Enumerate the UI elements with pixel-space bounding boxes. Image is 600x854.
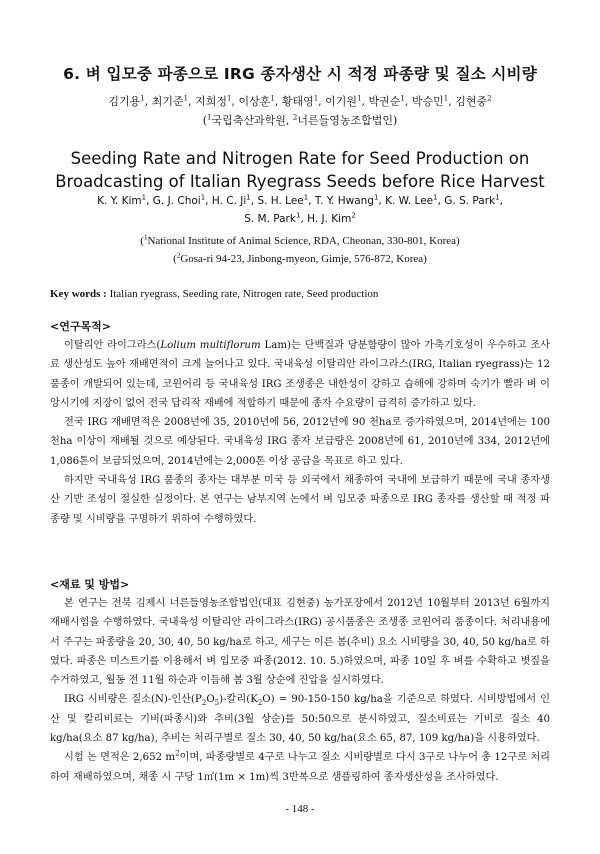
author: K. Y. Kim$^1$, (97, 193, 153, 207)
english-title-line-1: Seeding Rate and Nitrogen Rate for Seed Production on (70, 149, 530, 168)
author: S. M. Park$^1$, (244, 211, 308, 225)
author: H. C. Ji$^1$, (211, 193, 258, 207)
korean-title: 6. 벼 입모중 파종으로 IRG 종자생산 시 적정 파종량 및 질소 시비량 (63, 65, 537, 83)
author: 김기용$^1$, (108, 94, 152, 108)
keywords (50, 288, 570, 300)
author: G. J. Choi$^1$, (152, 193, 212, 207)
korean-affiliation: ($^1$국립축산과학원, $^2$너른들영농조합법인) (202, 113, 398, 127)
korean-author-list (0, 93, 600, 109)
paragraph: 이탈리안 라이그라스(Lolium multiflorum Lam)는 단백질과 당분함량이 많아 가축기호성이 우수하고 조사료 생산성도 높아 재배면적이 크게 늘어나고 있다. 국내육성 이탈리안 라이그라스(IRG, Italian ryegrass)는 12품종이 개발되어 있는데, 코윈어리 등 국내육성 IRG 조생종은 내한성이 강하고 습해에 강하며 숙기가 빨라 벼 이앙시기에 지장이 없어 전국 답리작 재배에 적합하기 때문에 종자 수요량이 급격히 증가하고 있다. (50, 340, 550, 409)
keywords-label: Key words : (50, 288, 107, 300)
author: 박권순$^1$, (368, 94, 412, 108)
author: G. S. Park$^1$, (444, 193, 503, 207)
author: 황태영$^1$, (281, 94, 326, 108)
section-heading-methods: <재료 및 방법> (50, 578, 130, 591)
paragraph: 시험 논 면적은 2,652 $m^2$이며, 파종량별로 4구로 나누고 질소 시비량별로 다시 3구로 나누어 총 12구로 처리하여 재배하였으며, 채종 시 구당 1㎡(1m × 1m)씩 3반복으로 샘플링하여 종자생산성을 조사하였다. (50, 749, 551, 783)
methods-body (50, 594, 550, 787)
paragraph: IRG 시비량은 질소(N)-인산$(P_2O_5)-$칼리$(K_2O) = 90-150-150$ kg/ha을 기준으로 하였다. 시비방법에서 인산 및 칼리비료는 기비(파종시)와 추비(3월 상순)를 50:50으로 분시하였고, 질소비료는 기비로 질소 40 kg/ha(요소 87 kg/ha), 추비는 처리구별로 질소 30, 40, 50 kg/ha(요소 65, 87, 109 kg/ha)을 시용하였다. (50, 694, 550, 745)
keywords-text: Italian ryegrass, Seeding rate, Nitrogen rate, Seed production (106, 288, 379, 300)
english-title (40, 147, 560, 193)
paragraph: 하지만 국내육성 IRG 품종의 종자는 대부분 미국 등 외국에서 채종하여 국내에 보급하기 때문에 국내 종자생산 기반 조성이 절실한 실정이다. 본 연구는 남부지역 논에서 벼 입모중 파종으로 IRG 종자를 생산할 때 적정 파종량 및 시비량을 구명하기 위하여 수행하였다. (50, 475, 550, 525)
objective-body (50, 336, 550, 529)
author: S. H. Lee$^1$, (257, 193, 315, 207)
author: 이상훈$^1$, (238, 94, 282, 108)
paragraph: 본 연구는 전북 김제시 너른들영농조합법인(대표 김현중) 농가포장에서 2012년 10월부터 2013년 6월까지 재배시험을 수행하였다. 국내육성 이탈리안 라이그라스(IRG) 공시품종은 조생종 코윈어리 품종이다. 처리내용에서 주구는 파종량을 20, 30, 40, 50 kg/ha로 하고, 세구는 이른 봄(추비) 요소 시비량을 30, 40, 50 kg/ha로 하였다. 파종은 미스트기를 이용해서 벼 입모중 파종(2012. 10. 5.)하였으며, 파종 10일 후 벼를 수확하고 볏짚을 수거하였고, 월동 전 11월 하순과 이듬해 봄 3월 상순에 진압을 실시하였다. (50, 598, 550, 687)
author: H. J. Kim$^2$ (307, 211, 356, 225)
paragraph: 전국 IRG 재배면적은 2008년에 35, 2010년에 56, 2012년에 90 천ha로 증가하였으며, 2014년에는 100 천ha 이상이 재배될 것으로 예상된다. 국내육성 IRG 종자 보급량은 2008년에 61, 2010년에 334, 2012년에 1,086톤이 보급되었으며, 2014년에는 2,000톤 이상 공급을 목표로 하고 있다. (50, 417, 550, 467)
author: 박승민$^1$, (411, 94, 456, 108)
affiliation-line-1: ($^1$National Institute of Animal Science, RDA, Cheonan, 330-801, Korea) (140, 233, 460, 247)
author: 이기원$^1$, (325, 94, 369, 108)
english-title-line-2: Broadcasting of Italian Ryegrass Seeds before Rice Harvest (55, 172, 545, 191)
author: 김현중$^2$ (455, 94, 492, 108)
author: 최기준$^1$, (151, 94, 196, 108)
english-affiliation (40, 232, 560, 268)
english-author-list (60, 192, 540, 228)
page-number: - 148 - (285, 803, 315, 815)
author: 지희정$^1$, (195, 94, 239, 108)
author: K. W. Lee$^1$, (385, 193, 445, 207)
section-heading-objective: <연구목적> (50, 320, 111, 333)
affiliation-line-2: ($^2$Gosa-ri 94-23, Jinbong-myeon, Gimje, 576-872, Korea) (173, 251, 427, 265)
author: T. Y. Hwang$^1$, (314, 193, 386, 207)
